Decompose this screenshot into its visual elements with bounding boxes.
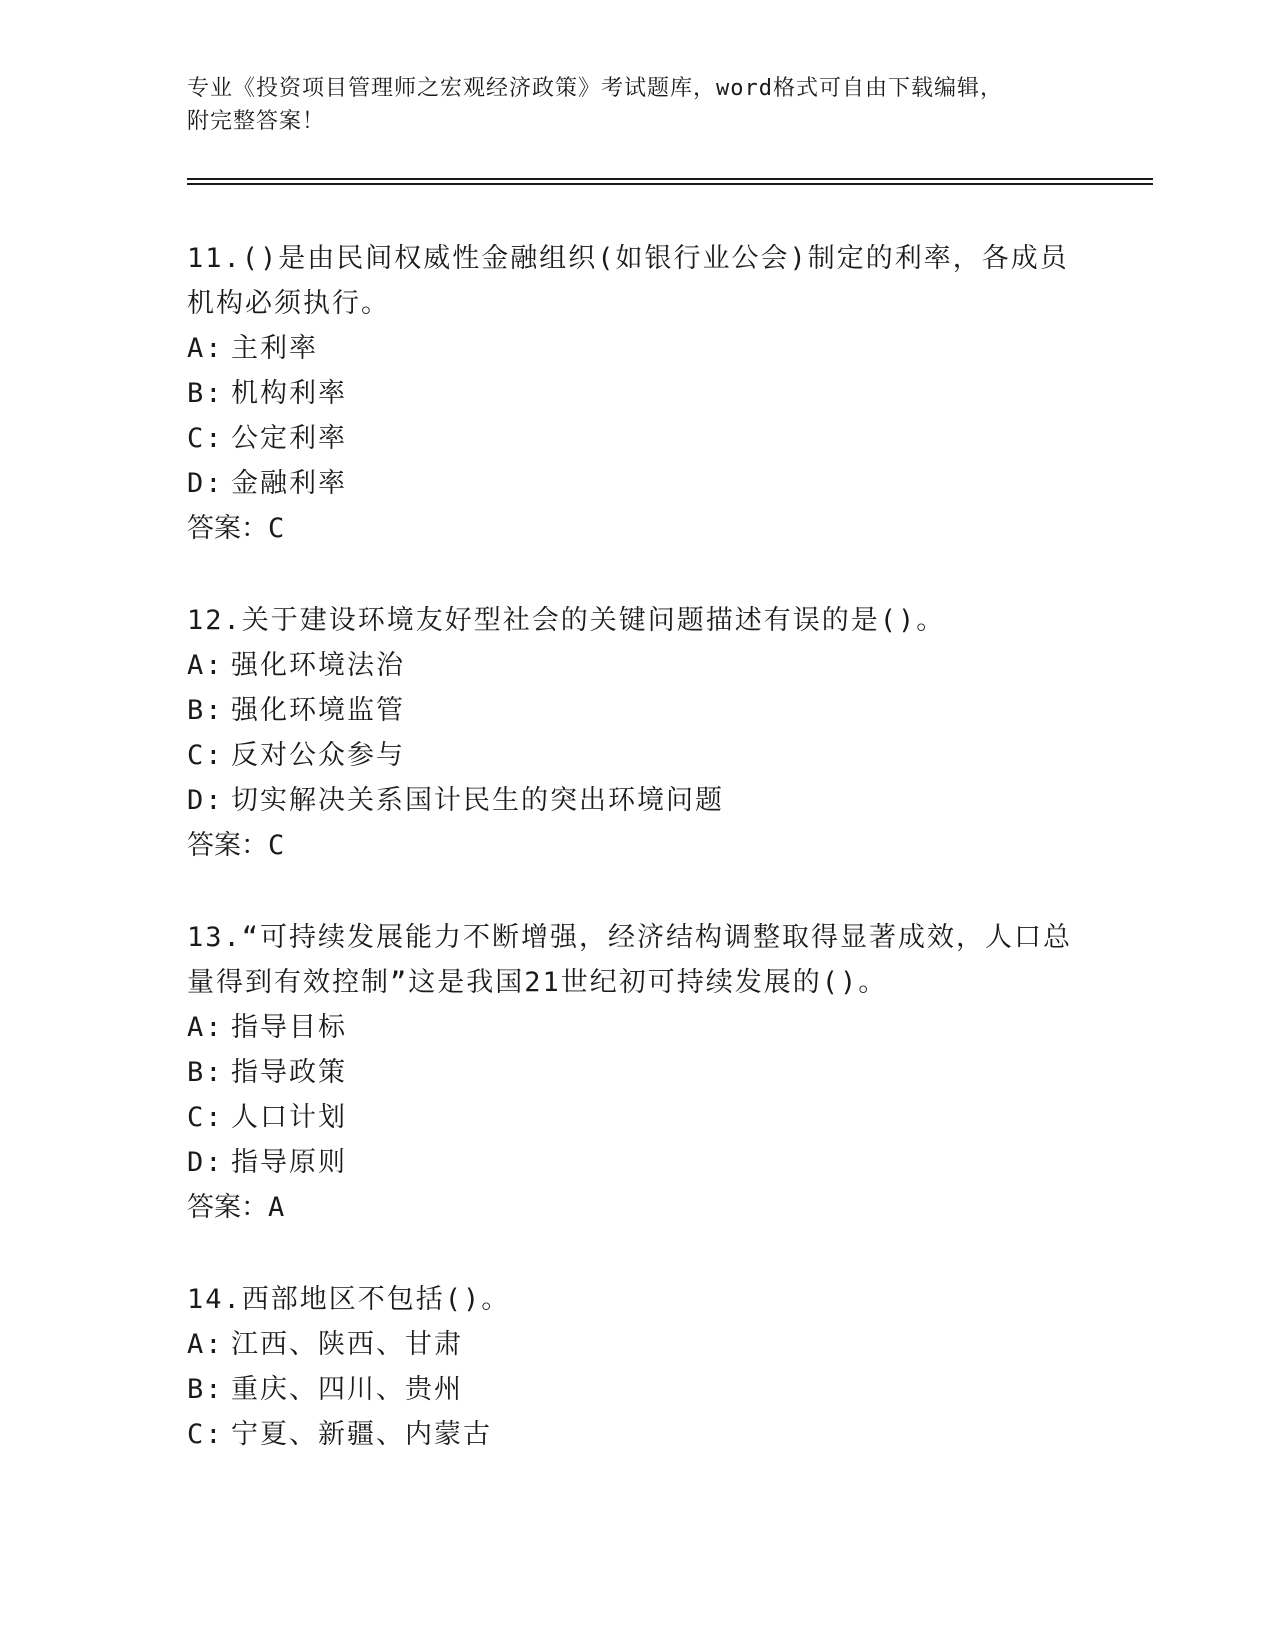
option-text: 人口计划 xyxy=(231,1102,347,1133)
option-key: A: xyxy=(187,333,224,364)
option-key: A: xyxy=(187,650,224,681)
question-stem: 11.()是由民间权威性金融组织(如银行业公会)制定的利率，各成员机构必须执行。 xyxy=(187,243,1069,319)
option-text: 重庆、四川、贵州 xyxy=(231,1374,463,1405)
option-key: D: xyxy=(187,1147,224,1178)
answer-line xyxy=(187,823,1087,869)
question-block xyxy=(187,236,1087,552)
header-line-2: 附完整答案！ xyxy=(187,109,326,134)
header-divider-bottom xyxy=(187,183,1153,185)
option-text: 主利率 xyxy=(231,333,318,364)
answer-option xyxy=(187,416,1087,461)
question-stem: 13.“可持续发展能力不断增强，经济结构调整取得显著成效，人口总量得到有效控制”这是我国21世纪初可持续发展的()。 xyxy=(187,922,1073,998)
header-line-1: 专业《投资项目管理师之宏观经济政策》考试题库，word格式可自由下载编辑， xyxy=(187,76,1003,101)
option-key: D: xyxy=(187,785,224,816)
document-header xyxy=(187,72,1087,138)
option-text: 指导目标 xyxy=(231,1012,347,1043)
answer-option xyxy=(187,461,1087,506)
option-key: B: xyxy=(187,695,224,726)
answer-option xyxy=(187,1095,1087,1140)
answer-option xyxy=(187,1050,1087,1095)
option-key: B: xyxy=(187,1057,224,1088)
option-text: 强化环境法治 xyxy=(231,650,405,681)
option-text: 反对公众参与 xyxy=(231,740,405,771)
option-text: 机构利率 xyxy=(231,378,347,409)
answer-option xyxy=(187,733,1087,778)
option-text: 指导政策 xyxy=(231,1057,347,1088)
answer-option xyxy=(187,778,1087,823)
option-text: 切实解决关系国计民生的突出环境问题 xyxy=(231,785,724,816)
answer-option xyxy=(187,1140,1087,1185)
option-key: C: xyxy=(187,1419,224,1450)
answer-line xyxy=(187,506,1087,552)
answer-option xyxy=(187,1367,1087,1412)
answer-option xyxy=(187,1005,1087,1050)
option-key: A: xyxy=(187,1012,224,1043)
answer-option xyxy=(187,688,1087,733)
question-stem: 14.西部地区不包括()。 xyxy=(187,1284,511,1315)
answer-value: C xyxy=(268,513,285,544)
question-block xyxy=(187,1277,1087,1457)
option-key: C: xyxy=(187,740,224,771)
option-text: 强化环境监管 xyxy=(231,695,405,726)
header-divider-top xyxy=(187,178,1153,180)
option-key: C: xyxy=(187,423,224,454)
option-text: 江西、陕西、甘肃 xyxy=(231,1329,463,1360)
answer-label: 答案： xyxy=(187,830,268,861)
option-key: B: xyxy=(187,1374,224,1405)
answer-option xyxy=(187,371,1087,416)
option-key: B: xyxy=(187,378,224,409)
question-stem: 12.关于建设环境友好型社会的关键问题描述有误的是()。 xyxy=(187,605,946,636)
answer-option xyxy=(187,1322,1087,1367)
option-text: 宁夏、新疆、内蒙古 xyxy=(231,1419,492,1450)
question-block xyxy=(187,598,1087,869)
answer-label: 答案： xyxy=(187,1192,268,1223)
option-key: D: xyxy=(187,468,224,499)
option-text: 指导原则 xyxy=(231,1147,347,1178)
option-key: A: xyxy=(187,1329,224,1360)
answer-value: C xyxy=(268,830,285,861)
option-text: 金融利率 xyxy=(231,468,347,499)
question-list xyxy=(187,236,1087,1503)
answer-option xyxy=(187,643,1087,688)
option-key: C: xyxy=(187,1102,224,1133)
answer-value: A xyxy=(268,1192,285,1223)
answer-option xyxy=(187,1412,1087,1457)
answer-label: 答案： xyxy=(187,513,268,544)
answer-option xyxy=(187,326,1087,371)
answer-line xyxy=(187,1185,1087,1231)
option-text: 公定利率 xyxy=(231,423,347,454)
question-block xyxy=(187,915,1087,1231)
